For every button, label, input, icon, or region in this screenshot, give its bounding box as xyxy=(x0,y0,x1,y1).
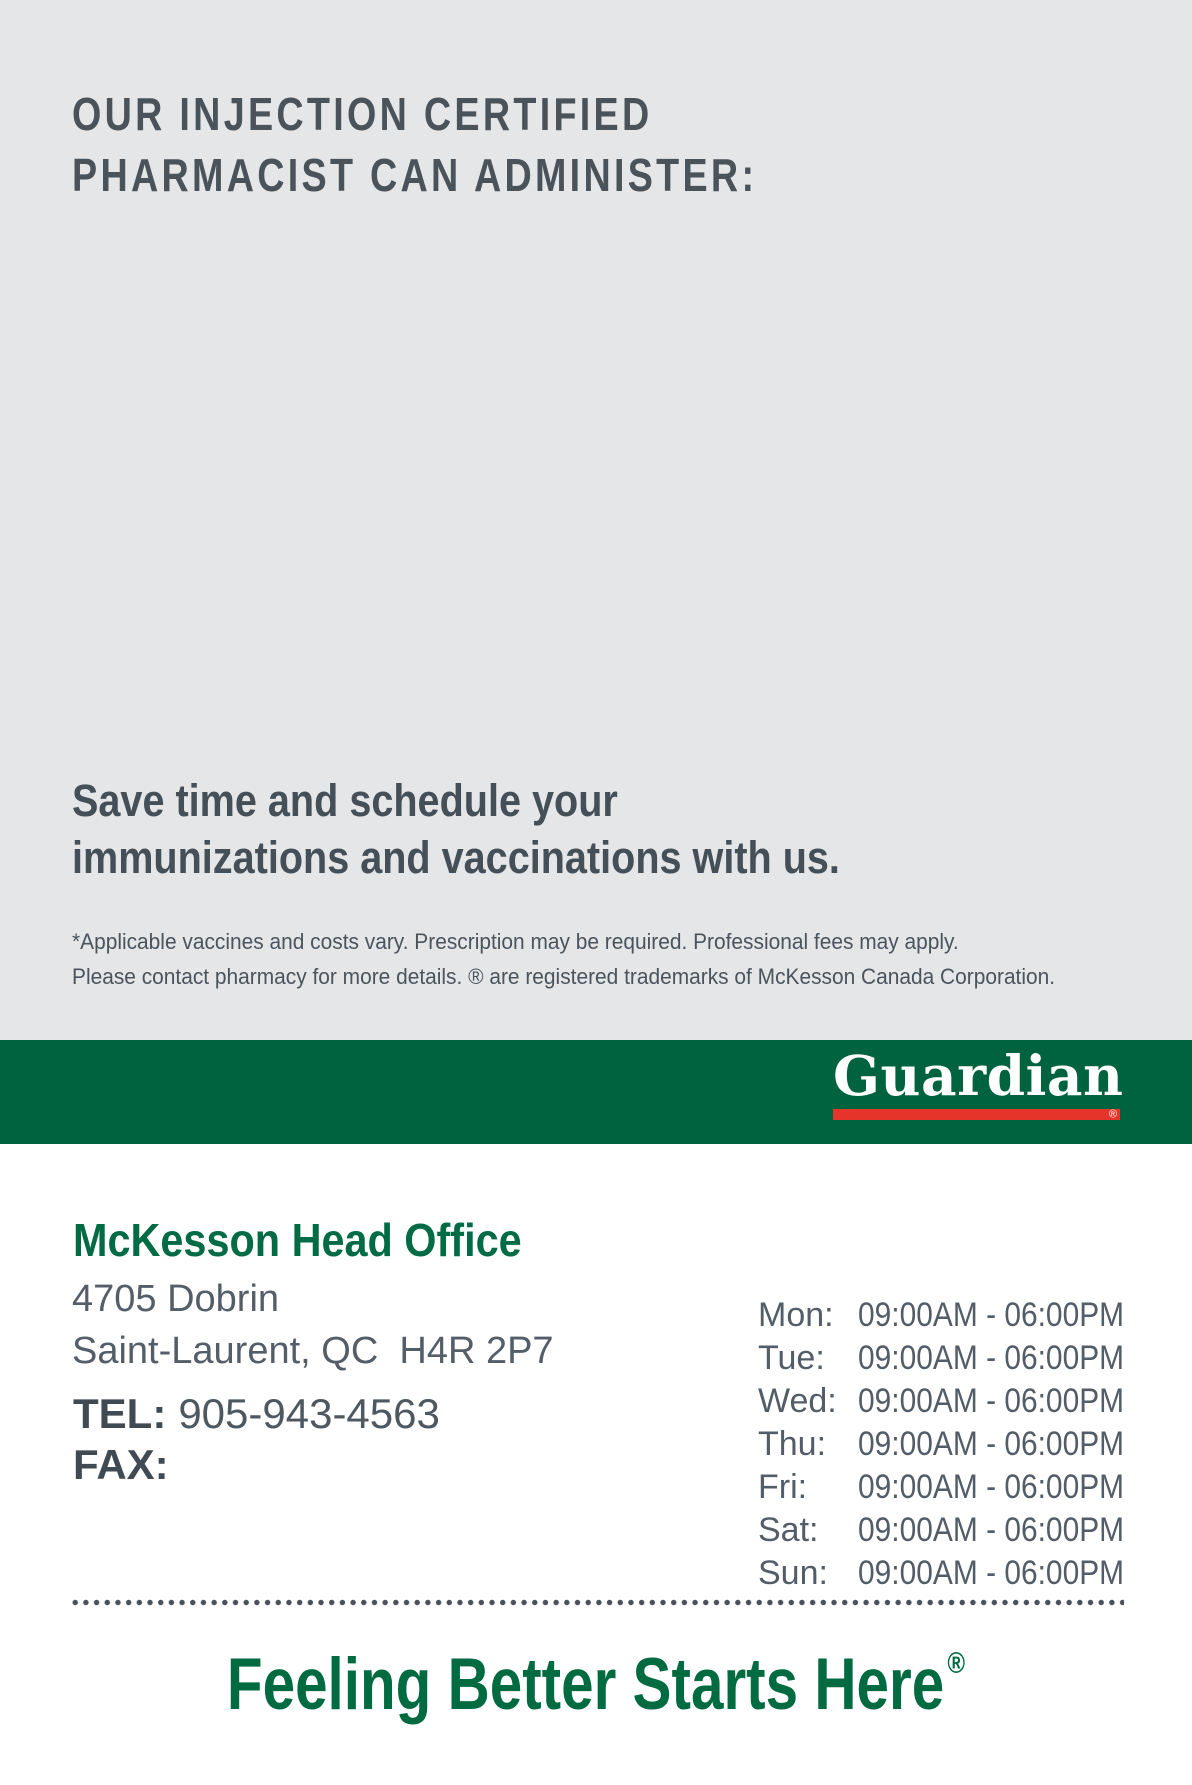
time-value: 09:00AM - 06:00PM xyxy=(858,1554,1125,1592)
subheadline-line2: immunizations and vaccinations with us. xyxy=(72,832,840,883)
subheadline xyxy=(72,772,840,886)
address-line2: Saint-Laurent, QC H4R 2P7 xyxy=(72,1330,554,1372)
disclaimer xyxy=(72,924,1055,994)
tagline-text: Feeling Better Starts Here xyxy=(226,1644,945,1725)
day-label: Sun: xyxy=(758,1554,828,1592)
guardian-logo-text: Guardian xyxy=(833,1043,1124,1108)
address-line1: 4705 Dobrin xyxy=(72,1278,280,1320)
day-label: Fri: xyxy=(758,1468,808,1506)
day-label: Thu: xyxy=(758,1425,827,1463)
day-label: Mon: xyxy=(758,1296,834,1334)
tel-label: TEL: xyxy=(73,1390,167,1437)
fax-label: FAX: xyxy=(73,1441,169,1488)
disclaimer-line2: Please contact pharmacy for more details. ® are registered trademarks of McKesson Canada Corporation. xyxy=(72,964,1056,989)
subheadline-line1: Save time and schedule your xyxy=(72,775,618,826)
tagline-registered-icon: ® xyxy=(947,1647,966,1680)
time-value: 09:00AM - 06:00PM xyxy=(858,1382,1125,1420)
time-value: 09:00AM - 06:00PM xyxy=(858,1468,1125,1506)
store-name: McKesson Head Office xyxy=(73,1214,522,1266)
tel-row xyxy=(73,1390,440,1438)
disclaimer-line1: *Applicable vaccines and costs vary. Prescription may be required. Professional fees may apply. xyxy=(72,929,959,954)
headline-line1: OUR INJECTION CERTIFIED xyxy=(72,88,653,140)
day-label: Tue: xyxy=(758,1339,825,1377)
tagline xyxy=(119,1645,1073,1740)
tel-number: 905-943-4563 xyxy=(178,1390,440,1437)
dotted-divider xyxy=(72,1599,1124,1606)
headline xyxy=(72,84,757,206)
guardian-logo-underline xyxy=(833,1109,1120,1120)
headline-line2: PHARMACIST CAN ADMINISTER: xyxy=(72,149,758,201)
registered-mark-icon: ® xyxy=(1108,1108,1117,1120)
day-label: Wed: xyxy=(758,1382,837,1420)
time-value: 09:00AM - 06:00PM xyxy=(858,1425,1125,1463)
day-label: Sat: xyxy=(758,1511,819,1549)
time-value: 09:00AM - 06:00PM xyxy=(858,1339,1125,1377)
time-value: 09:00AM - 06:00PM xyxy=(858,1296,1125,1334)
time-value: 09:00AM - 06:00PM xyxy=(858,1511,1125,1549)
fax-row xyxy=(73,1441,181,1489)
guardian-logo xyxy=(833,1043,1124,1120)
